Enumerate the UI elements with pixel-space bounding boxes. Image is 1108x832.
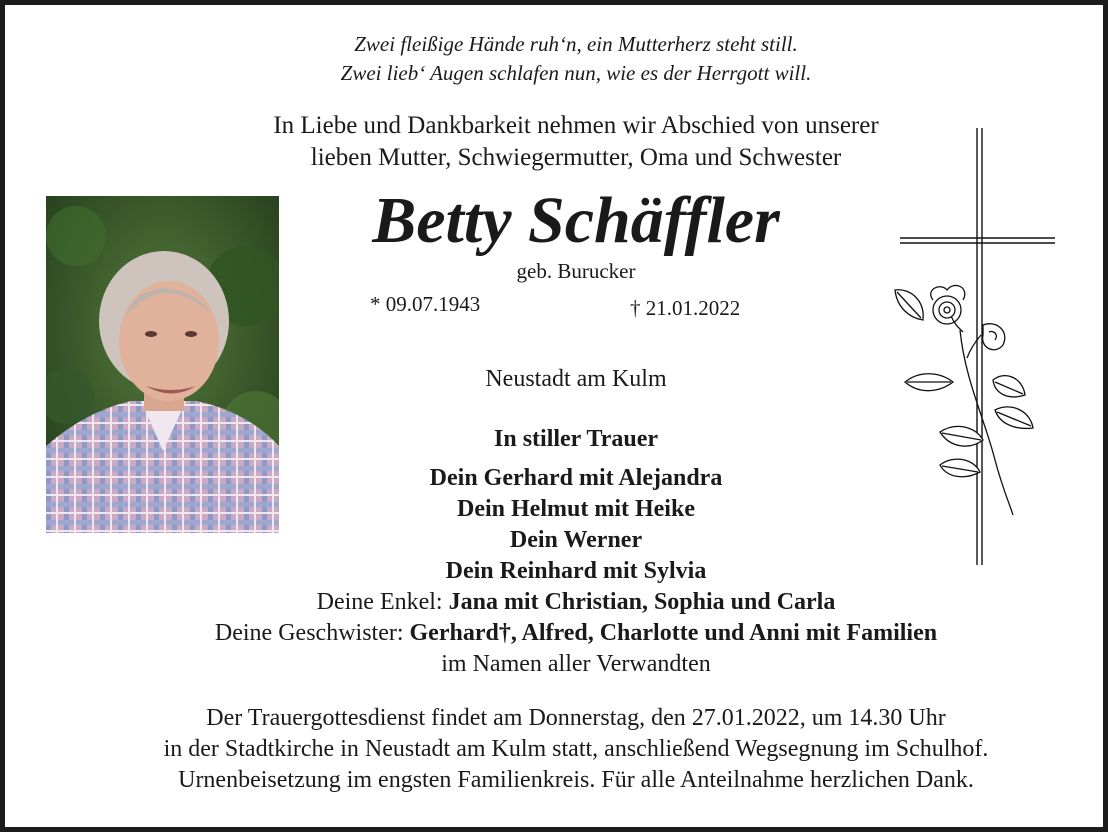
maiden-name: geb. Burucker xyxy=(516,259,636,283)
poem-line-2: Zwei lieb‘ Augen schlafen nun, wie es der Herrgott will. xyxy=(340,61,812,85)
siblings-names: Gerhard†, Alfred, Charlotte und Anni mit Familien xyxy=(409,620,938,646)
grandchildren-names: Jana mit Christian, Sophia und Carla xyxy=(448,589,836,615)
mourner-child: Dein Gerhard mit Alejandra xyxy=(429,465,723,491)
portrait-photo xyxy=(46,196,279,533)
mourner-child: Dein Helmut mit Heike xyxy=(457,496,695,522)
relatives-line: im Namen aller Verwandten xyxy=(441,651,711,677)
service-info xyxy=(0,703,1108,796)
mourner-child: Dein Reinhard mit Sylvia xyxy=(445,558,707,584)
intro-line-1: In Liebe und Dankbarkeit nehmen wir Abschied von unserer xyxy=(273,112,879,139)
service-line-2: in der Stadtkirche in Neustadt am Kulm statt, anschließend Wegsegnung im Schulhof. xyxy=(163,736,989,762)
grandchildren-line xyxy=(0,587,1108,618)
birth-date: * 09.07.1943 xyxy=(370,292,481,316)
mourner-child: Dein Werner xyxy=(509,527,643,553)
siblings-label: Deine Geschwister: xyxy=(214,620,404,646)
service-line-1: Der Trauergottesdienst findet am Donnerstag, den 27.01.2022, um 14.30 Uhr xyxy=(206,705,946,731)
deceased-name: Betty Schäffler xyxy=(372,184,780,257)
memorial-poem xyxy=(0,30,1108,88)
cross-with-rose-icon xyxy=(885,120,1065,570)
grandchildren-label: Deine Enkel: xyxy=(316,589,443,615)
intro-line-2: lieben Mutter, Schwiegermutter, Oma und Schwester xyxy=(310,144,842,171)
hometown: Neustadt am Kulm xyxy=(485,366,667,392)
service-line-3: Urnenbeisetzung im engsten Familienkreis. Für alle Anteilnahme herzlichen Dank. xyxy=(178,767,974,793)
siblings-line xyxy=(0,618,1108,649)
death-date: † 21.01.2022 xyxy=(630,296,741,320)
poem-line-1: Zwei fleißige Hände ruh‘n, ein Mutterherz steht still. xyxy=(354,32,798,56)
mourning-heading: In stiller Trauer xyxy=(494,426,658,452)
